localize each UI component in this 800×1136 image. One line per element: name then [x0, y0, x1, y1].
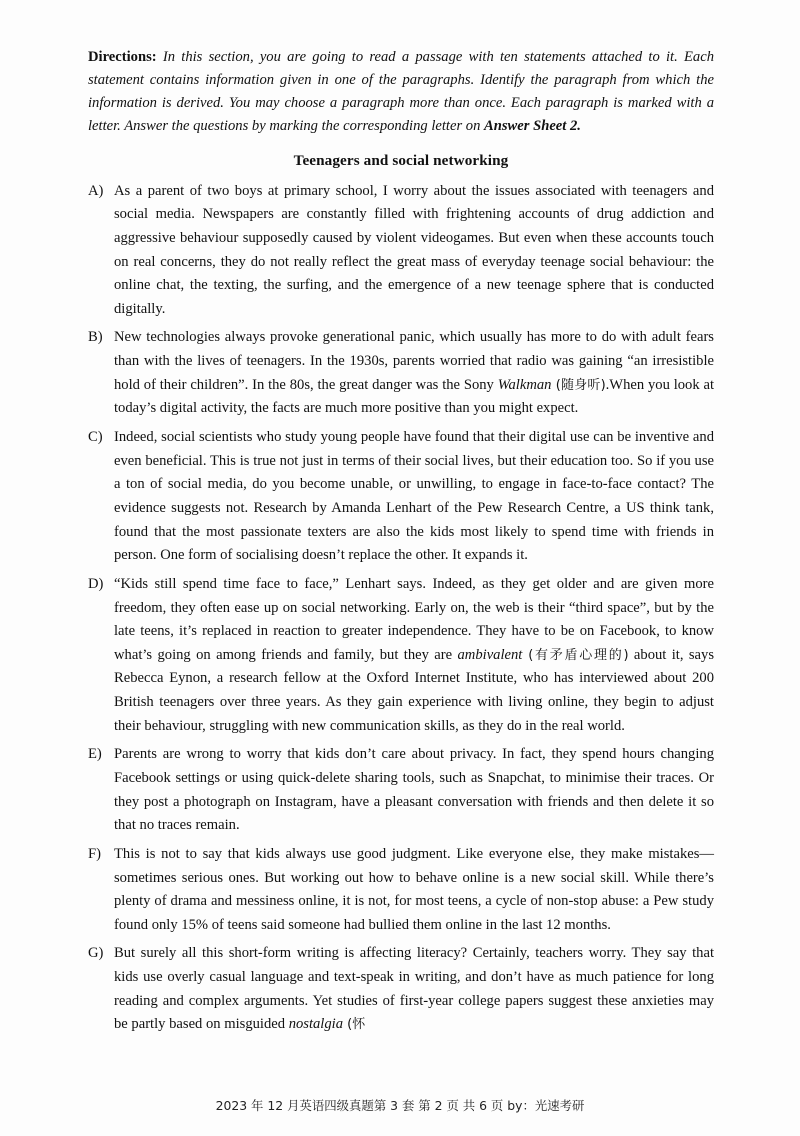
directions-label: Directions: — [88, 49, 157, 65]
paragraph-text-b — [114, 326, 714, 421]
paragraph-g-seg1: But surely all this short-form writing is affecting literacy? Certainly, teachers worry. They say that kids use overly casual language and text-speak in writing, and don’t have as much patience for long reading and complex arguments. Yet studies of first-year college papers suggest these anxieties may be partly based on misguided — [114, 945, 714, 1033]
paragraph-d — [88, 573, 714, 738]
paragraph-label-c: C) — [88, 429, 103, 446]
paragraph-text-c: Indeed, social scientists who study young people have found that their digital use can be inventive and even beneficial. This is true not just in terms of their social lives, but their education too. So if you use a ton of social media, do you become unable, or unwilling, to engage in face-to-face contact? The evidence suggests not. Research by Amanda Lenhart of the Pew Research Centre, a US think tank, found that the most passionate texters are also the kids most likely to spend time with friends in person. One form of socialising doesn’t replace the other. It expands it. — [114, 429, 714, 564]
paragraph-g-gloss: (怀 — [343, 1017, 366, 1033]
paragraph-d-gloss: (有矛盾心理的) — [522, 647, 629, 663]
paragraph-a — [88, 180, 714, 322]
directions-answer-sheet: Answer Sheet 2. — [484, 117, 581, 134]
paragraph-label-d: D) — [88, 575, 104, 592]
paragraph-b-seg1: New technologies always provoke generational panic, which usually has more to do with adult fears than with the lives of teenagers. In the 1930s, parents worried that radio was gaining “an irresistible hold of their children”. In the 80s, the great danger was the Sony — [114, 329, 714, 393]
paragraph-label-a: A) — [88, 182, 104, 199]
paragraph-d-italic-ambivalent: ambivalent — [457, 646, 523, 663]
paragraph-text-f: This is not to say that kids always use good judgment. Like everyone else, they make mistakes—sometimes serious ones. But working out how to behave online is a new social skill. While there’s plenty of drama and messiness online, it is not, for most teens, a cycle of non-stop abuse: a Pew study found only 15% of teens said someone had bullied them online in the last 12 months. — [114, 845, 714, 933]
paragraph-g-italic-nostalgia: nostalgia — [288, 1016, 344, 1033]
paragraph-c — [88, 426, 714, 568]
directions-body: In this section, you are going to read a passage with ten statements attached to it. Each statement contains information given in one of the paragraphs. Identify the paragraph from which the information is derived. You may choose a paragraph more than once. Each paragraph is marked with a letter. Answer the questions by marking the corresponding letter on — [88, 49, 714, 134]
paragraph-g — [88, 942, 714, 1037]
paragraph-b-italic-walkman: Walkman — [497, 376, 552, 393]
page-footer: 2023 年 12 月英语四级真题第 3 套 第 2 页 共 6 页 by：光速考研 — [215, 1098, 585, 1113]
paragraph-b-gloss: (随身听) — [551, 377, 606, 393]
paragraph-f — [88, 843, 714, 938]
document-content — [88, 46, 714, 1042]
paragraph-text-a: As a parent of two boys at primary school, I worry about the issues associated with teenagers and social media. Newspapers are constantly filled with frightening accounts of drug addiction and aggressive behaviour supposedly caused by violent videogames. But even when these accounts touch on real concerns, they do not really reflect the great mass of everyday teenage social behaviour: the online chat, the texting, the surfing, and the emergence of a new teenage sphere that is conducted digitally. — [114, 182, 714, 317]
paragraph-b-seg2: .When you look at today’s digital activity, the facts are much more positive than you might expect. — [114, 376, 715, 417]
paragraph-text-d — [114, 573, 714, 738]
paragraph-label-g: G) — [88, 945, 104, 962]
passage-title: Teenagers and social networking — [293, 151, 509, 169]
paragraph-label-e: E) — [88, 746, 102, 763]
paragraph-label-b: B) — [88, 329, 103, 346]
directions-block — [88, 46, 714, 138]
paragraph-e — [88, 743, 714, 838]
paragraph-d-seg2: about it, says Rebecca Eynon, a research fellow at the Oxford Internet Institute, who has interviewed about 200 British teenagers over three years. As they gain experience with living online, they begin to adjust their behaviour, struggling with new communication skills, as they do in the real world. — [114, 646, 714, 734]
paragraph-d-seg1: “Kids still spend time face to face,” Lenhart says. Indeed, as they get older and are given more freedom, they often ease up on social networking. Early on, the web is their “third space”, but by the late teens, it’s replaced in reaction to greater independence. They have to be on Facebook, to know what’s going on among friends and family, but they are — [114, 575, 714, 663]
paragraph-text-e: Parents are wrong to worry that kids don’t care about privacy. In fact, they spend hours changing Facebook settings or using quick-delete sharing tools, such as Snapchat, to minimise their traces. Or they post a photograph on Instagram, have a pleasant conversation with friends and then delete it so that no traces remain. — [114, 746, 714, 834]
paragraph-b — [88, 326, 714, 421]
paragraph-label-f: F) — [88, 845, 101, 862]
paragraph-text-g — [114, 942, 714, 1037]
